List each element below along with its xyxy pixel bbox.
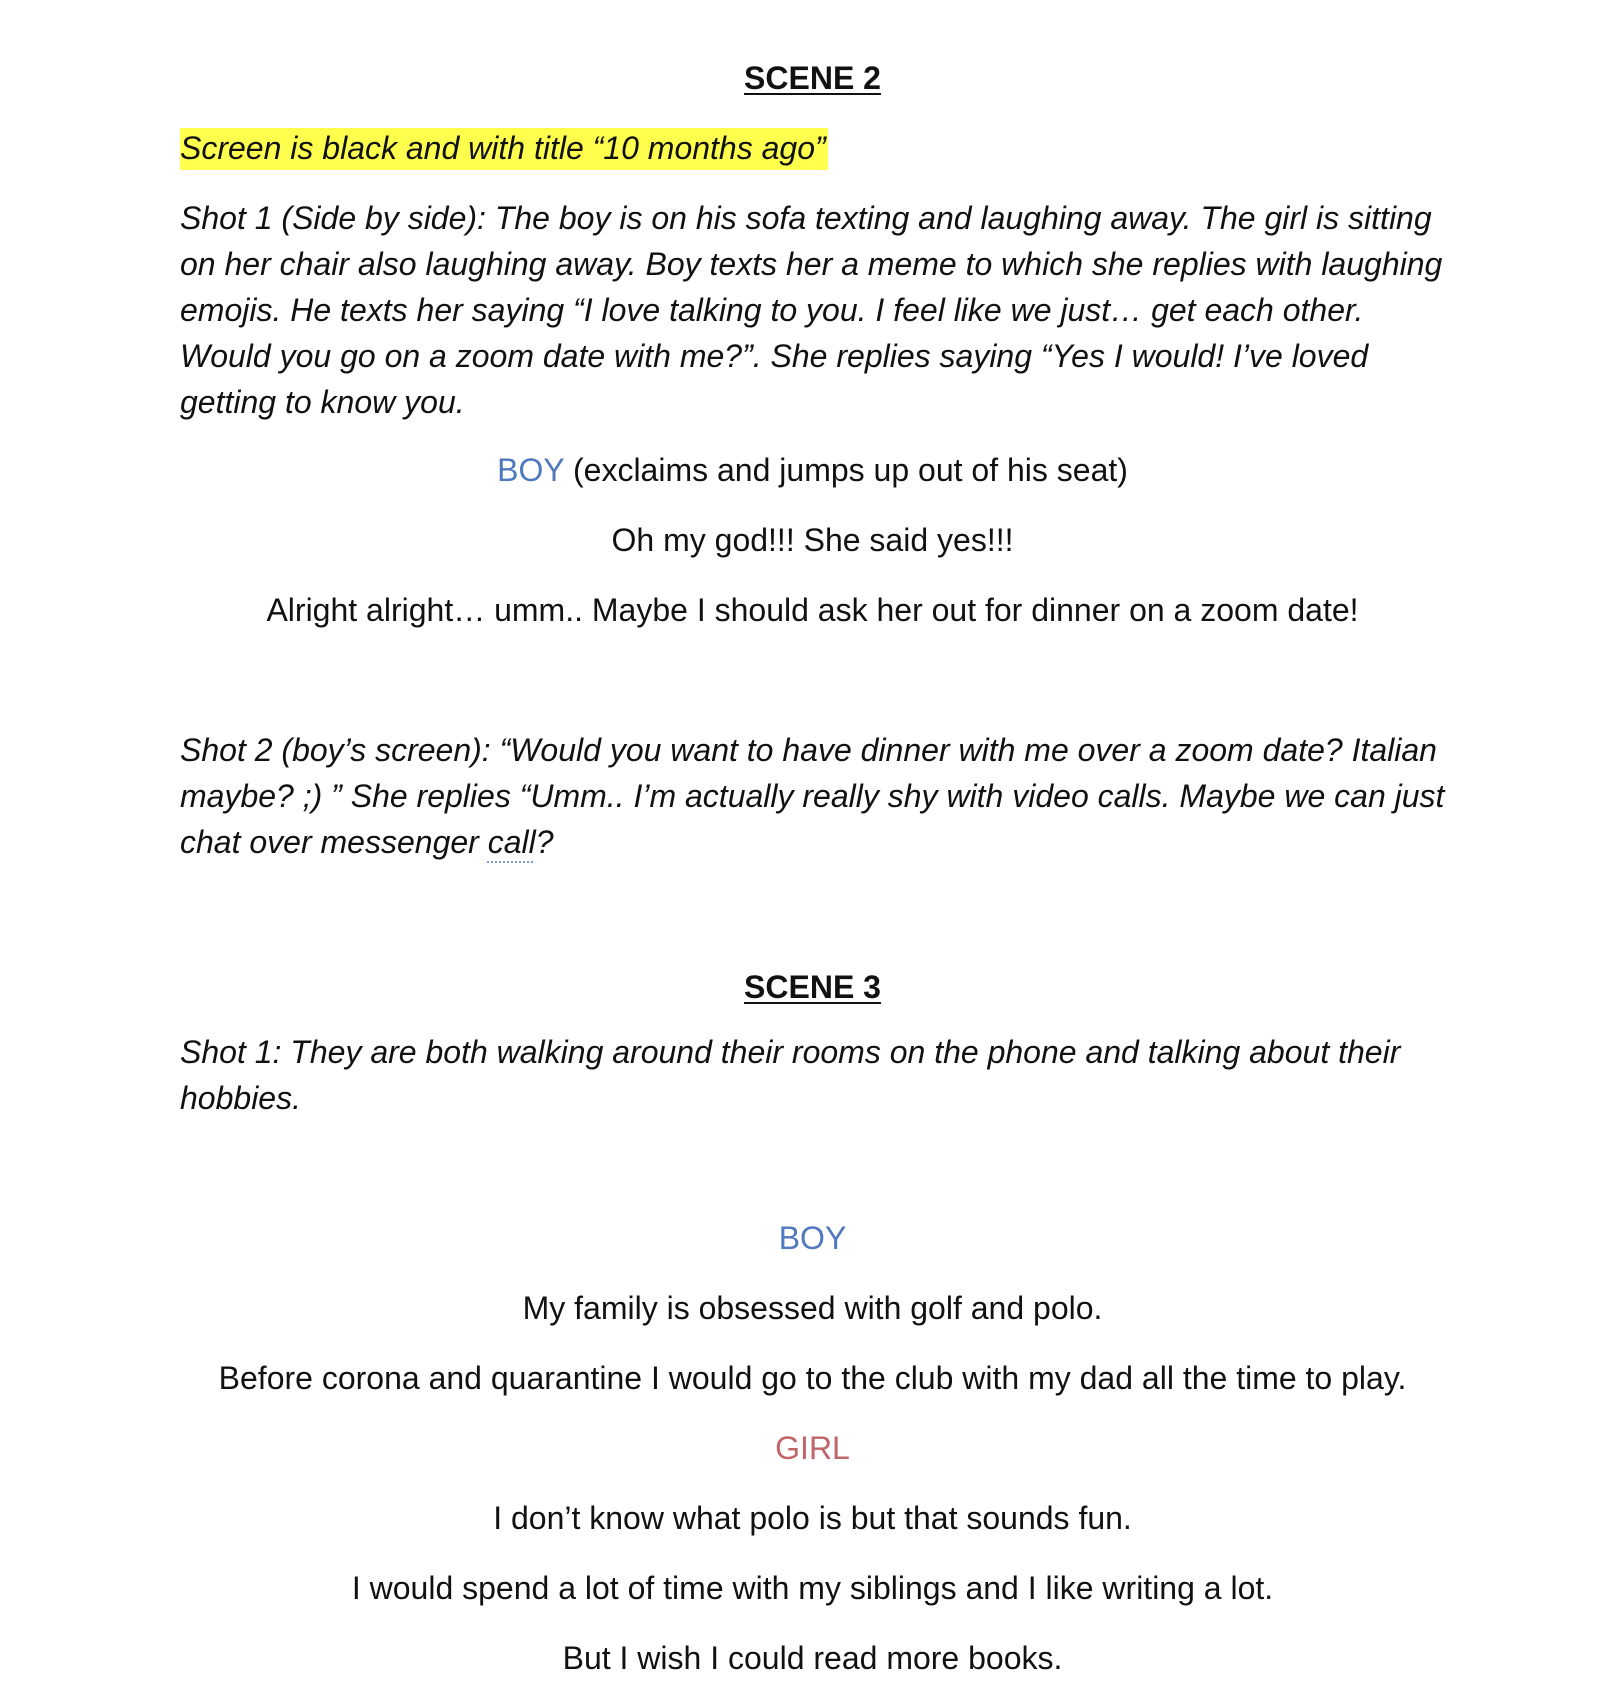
- scene-2-heading: SCENE 2: [744, 60, 881, 96]
- scene-3-girl-dialogue-2: I would spend a lot of time with my siblings and I like writing a lot.: [351, 1570, 1274, 1606]
- highlighted-title-note: Screen is black and with title “10 months ago”: [180, 128, 828, 170]
- scene-3-girl-dialogue-1: I don’t know what polo is but that sounds fun.: [493, 1500, 1132, 1536]
- scene-3-boy-dialogue-2: Before corona and quarantine I would go to the club with my dad all the time to play.: [218, 1360, 1407, 1396]
- spellcheck-underlined-word: call: [487, 824, 536, 860]
- stage-direction: (exclaims and jumps up out of his seat): [564, 452, 1128, 488]
- scene-3-girl-dialogue-3: But I wish I could read more books.: [562, 1640, 1063, 1676]
- scene-3-character-name-girl: GIRL: [775, 1430, 850, 1466]
- scene-3-boy-dialogue-1: My family is obsessed with golf and polo.: [522, 1290, 1103, 1326]
- scene-3-heading: SCENE 3: [744, 969, 881, 1005]
- character-name-boy: BOY: [497, 452, 565, 488]
- scene-2-title-note: [180, 125, 1445, 171]
- scene-2-boy-dialogue-1: Oh my god!!! She said yes!!!: [611, 522, 1014, 558]
- scene-3-shot-1-description: Shot 1: They are both walking around their rooms on the phone and talking about their hobbies.: [180, 1034, 1401, 1116]
- scene-2-shot-2-description: [180, 727, 1445, 865]
- scene-2-shot-1-description: Shot 1 (Side by side): The boy is on his sofa texting and laughing away. The girl is sitting on her chair also laughing away. Boy texts her a meme to which she replies with laughing emojis. He texts her saying “I love talking to you. I feel like we just… get each other. Would you go on a zoom date with me?”. She replies saying “Yes I would! I’ve loved getting to know you.: [180, 200, 1443, 420]
- scene-3-character-name-boy: BOY: [778, 1220, 847, 1256]
- shot-2-end: ?: [535, 824, 554, 860]
- scene-2-boy-dialogue-2: Alright alright… umm.. Maybe I should ask her out for dinner on a zoom date!: [266, 592, 1359, 628]
- shot-2-text: Shot 2 (boy’s screen): “Would you want to have dinner with me over a zoom date? Italian maybe? ;) ” She replies “Umm.. I’m actually really shy with video calls. Maybe we can just chat over messenger: [180, 732, 1445, 860]
- scene-2-boy-cue: [180, 447, 1445, 493]
